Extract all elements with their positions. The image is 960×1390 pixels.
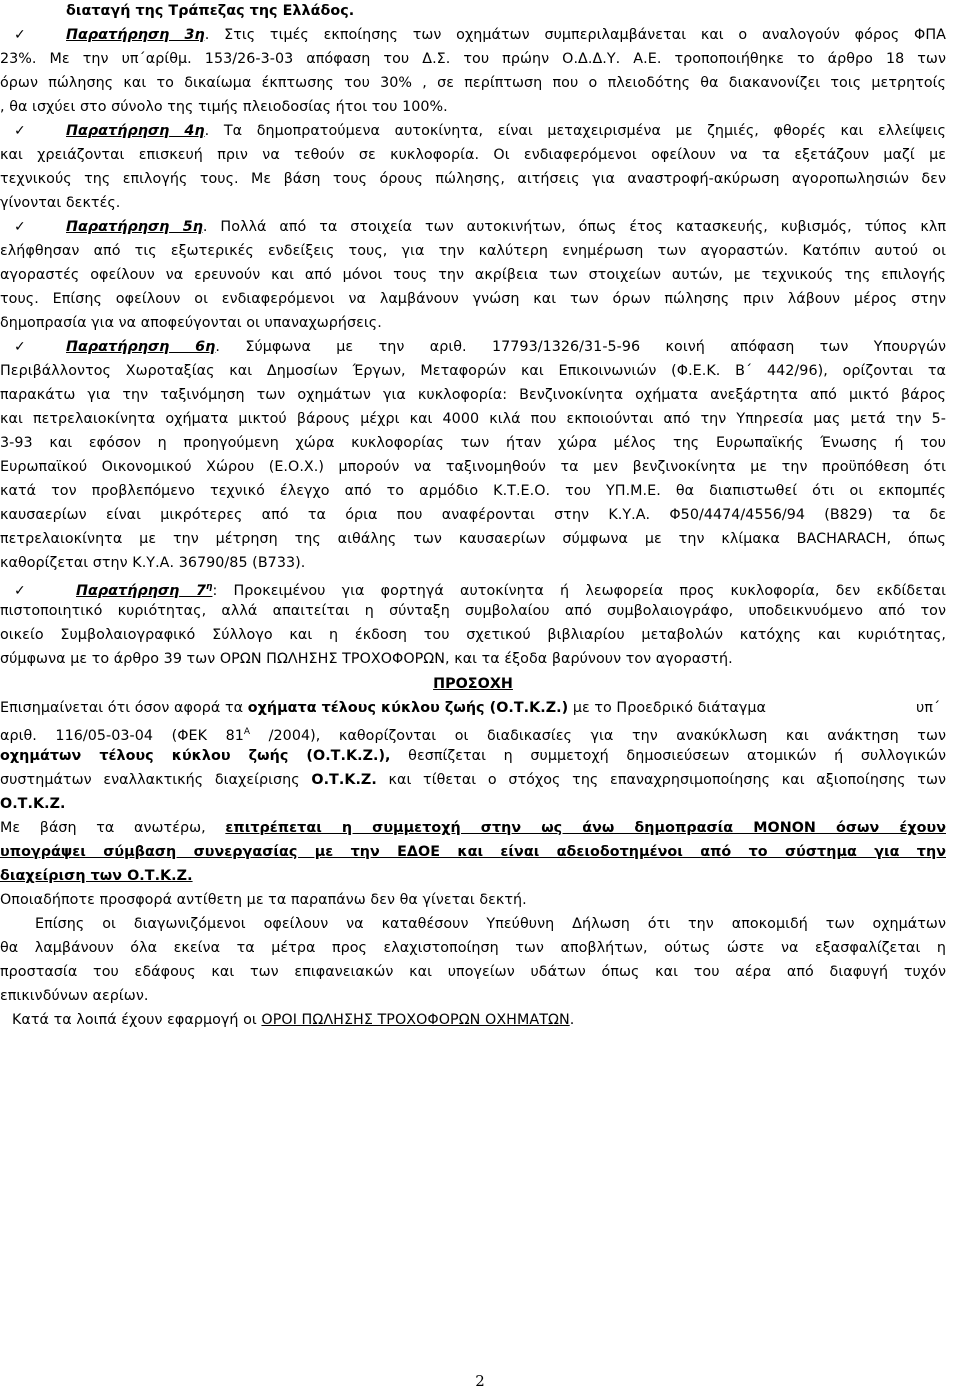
note-4-label: Παρατήρηση 4η: [66, 123, 205, 139]
note-3-label: Παρατήρηση 3η: [66, 27, 205, 43]
text-line: 23%. Με την υπ΄αρίθμ. 153/26-3-03 απόφαση του Δ.Σ. του πρώην Ο.Δ.Δ.Υ. Α.Ε. τροποποιήθηκε το άρθρο 18 των: [0, 51, 946, 67]
text-line: Οποιαδήποτε προσφορά αντίθετη με τα παραπάνω δεν θα γίνεται δεκτή.: [0, 892, 527, 908]
text-line: επικινδύνων αερίων.: [0, 988, 149, 1004]
text-segment: θεσπίζεται η συμμετοχή δημοσιεύσεων ατομικών ή συλλογικών: [390, 748, 947, 764]
bold-segment: οχημάτων τέλους κύκλου ζωής (Ο.Τ.Κ.Ζ.),: [0, 748, 391, 764]
text-line: Περιβάλλοντος Χωροταξίας και Δημοσίων Έργων, Μεταφορών και Επικοινωνιών (Φ.Ε.Κ. Β΄ 442/96), ορίζονται τα: [0, 363, 946, 379]
text-line: Ευρωπαϊκού Οικονομικού Χώρου (Ε.Ο.Χ.) μπορούν να ταξινομηθούν τα μεν βενζινοκίνητα με την προϋπόθεση ότι: [0, 459, 946, 475]
text-line: σύμφωνα με το άρθρο 39 των ΟΡΩΝ ΠΩΛΗΣΗΣ ΤΡΟΧΟΦΟΡΩΝ, και τα έξοδα βαρύνουν τον αγοραστή.: [0, 651, 733, 667]
note-5-text: . Πολλά από τα στοιχεία των αυτοκινήτων, όπως έτος κατασκευής, κυβισμός, τύπος κλπ: [202, 219, 946, 235]
text-line: [0, 721, 946, 747]
text-line: όρων πώλησης και το δικαίωμα έκπτωσης του 30% , σε περίπτωση που ο πλειοδότης θα διακανονίζει τοις μετρητοίς: [0, 75, 946, 91]
note-7-label-text: Παρατήρηση 7: [76, 582, 206, 599]
text-segment: συστημάτων εναλλακτικής διαχείρισης: [0, 772, 312, 788]
text-line: και χρειάζονται επισκευή πριν να τεθούν σε κυκλοφορία. Οι ενδιαφερόμενοι οφείλουν να τα εξετάζουν μαζί με: [0, 147, 946, 163]
note-6-line: [14, 336, 946, 358]
note-7-superscript: η: [205, 582, 213, 592]
text-line: Επίσης οι διαγωνιζόμενοι οφείλουν να καταθέσουν Υπεύθυνη Δήλωση ότι την αποκομιδή των οχημάτων: [35, 916, 946, 932]
text-line: , θα ισχύει στο σύνολο της τιμής πλειοδοσίας ήτοι του 100%.: [0, 99, 448, 115]
text-line: [0, 697, 960, 719]
note-7-line: [14, 576, 946, 602]
text-segment: αριθ. 116/05-03-04 (ΦΕΚ 81: [0, 727, 244, 744]
note-3-line: [14, 24, 946, 46]
text-line: [0, 769, 946, 791]
bold-segment: Ο.Τ.Κ.Ζ.: [311, 772, 377, 788]
text-line: παρακάτω για την ταξινόμηση των οχημάτων για κυκλοφορία: Βενζινοκίνητα οχήματα ανεξάρτητα από μικτό βάρος: [0, 387, 946, 403]
text-segment-right: υπ΄: [916, 700, 941, 716]
text-line: πετρελαιοκίνητα με την μέτρηση της αιθάλης των καυσαερίων σύμφωνα με την κλίμακα BACHARACH, όπως: [0, 531, 946, 547]
text-line: κατά τον προβλεπόμενο τεχνικό έλεγχο από το αρμόδιο Κ.Τ.Ε.Ο. του ΥΠ.Μ.Ε. θα διαπιστωθεί ότι οι εκπομπές: [0, 483, 946, 499]
text-line: καυσαερίων είναι μικρότερες από τα όρια που αναφέρονται στην Κ.Υ.Α. Φ50/4474/4556/94 (Β829) τα δε: [0, 507, 946, 523]
text-segment: και τίθεται ο στόχος της επαναχρησιμοποίησης και αξιοποίησης των: [376, 772, 946, 788]
text-segment: Επισημαίνεται ότι όσον αφορά τα: [0, 700, 248, 716]
checkmark-icon: ✓: [14, 27, 26, 43]
text-line: [12, 1009, 960, 1031]
text-line: υπογράψει σύμβαση συνεργασίας με την ΕΔΟΕ και είναι αδειοδοτημένοι από το σύστημα για την: [0, 844, 946, 860]
text-segment: .: [569, 1012, 575, 1028]
text-line: πιστοποιητικό κυριότητας, αλλά απαιτείται η σύνταξη συμβολαίου από συμβολαιογράφο, υποδεικνυόμενο από τον: [0, 603, 946, 619]
checkmark-icon: ✓: [14, 219, 26, 235]
note-3-text: . Στις τιμές εκποίησης των οχημάτων συμπεριλαμβάνεται και ο αναλογούν φόρος ΦΠΑ: [204, 27, 946, 43]
terms-link[interactable]: ΟΡΟΙ ΠΩΛΗΣΗΣ ΤΡΟΧΟΦΟΡΩΝ ΟΧΗΜΑΤΩΝ: [261, 1012, 570, 1028]
text-line: διαχείριση των Ο.Τ.Κ.Ζ.: [0, 868, 193, 884]
note-4-text: . Τα δημοπρατούμενα αυτοκίνητα, είναι μεταχειρισμένα με ζημιές, φθορές και ελλείψεις: [204, 123, 947, 139]
bold-segment: οχήματα τέλους κύκλου ζωής (Ο.Τ.Κ.Ζ.): [247, 700, 569, 716]
note-6-text: . Σύμφωνα με την αριθ. 17793/1326/31-5-96 κοινή απόφαση των Υπουργών: [215, 339, 947, 355]
text-line: τεχνικούς της επιλογής τους. Με βάση τους όρους πώλησης, αιτήσεις για αναστροφή-ακύρωση αγοροπωλησιών δεν: [0, 171, 946, 187]
text-segment: Κατά τα λοιπά έχουν εφαρμογή οι: [12, 1012, 262, 1028]
text-line: και πετρελαιοκίνητα οχήματα μικτού βάρους μέχρι και 4000 κιλά που εκποιούνται από την Υπηρεσία μας μετά την 5-: [0, 411, 946, 427]
text-line: διαταγή της Τράπεζας της Ελλάδος.: [66, 3, 355, 19]
text-line: 3-93 και εφόσον η προηγούμενη χώρα κυκλοφορίας των ήταν χώρα μέλος της Ευρωπαϊκής Ένωσης ή του: [0, 435, 946, 451]
text-line: [0, 745, 946, 767]
bold-underlined-segment: επιτρέπεται η συμμετοχή στην ως άνω δημοπρασία ΜΟΝΟΝ όσων έχουν: [225, 820, 946, 836]
page-number: 2: [475, 1372, 485, 1390]
warning-heading: ΠΡΟΣΟΧΗ: [433, 676, 513, 692]
text-line: γίνονται δεκτές.: [0, 195, 121, 211]
text-line: [0, 817, 946, 839]
checkmark-icon: ✓: [14, 582, 26, 599]
note-5-label: Παρατήρηση 5η: [66, 219, 203, 235]
text-segment: Με βάση τα ανωτέρω,: [0, 820, 226, 836]
text-line: δημοπρασία για να αποφεύγονται οι υπαναχωρήσεις.: [0, 315, 382, 331]
note-5-line: [14, 216, 946, 238]
note-7-text: : Προκειμένου για φορτηγά αυτοκίνητα ή λεωφορεία προς κυκλοφορία, δεν εκδίδεται: [212, 582, 946, 599]
text-line: Ο.Τ.Κ.Ζ.: [0, 796, 66, 812]
text-line: προστασία του εδάφους και των επιφανειακών και υπογείων υδάτων όπως και του αέρα από διαφυγή τυχόν: [0, 964, 946, 980]
text-line: καθορίζεται στην Κ.Υ.Α. 36790/85 (Β733).: [0, 555, 306, 571]
text-line: θα λαμβάνουν όλα εκείνα τα μέτρα προς ελαχιστοποίηση των αποβλήτων, ούτως ώστε να εξασφαλίζεται η: [0, 940, 946, 956]
checkmark-icon: ✓: [14, 123, 26, 139]
text-line: οικείο Συμβολαιογραφικό Σύλλογο και η έκδοση του σχετικού βιβλιαρίου μεταβολών κατόχης και κυριότητας,: [0, 627, 946, 643]
superscript: Α: [243, 727, 251, 737]
note-6-label: Παρατήρηση 6η: [66, 339, 216, 355]
text-line: ελήφθησαν από τις εξωτερικές ενδείξεις τους, για την καλύτερη ενημέρωση των αγοραστών. Κατόπιν αυτού οι: [0, 243, 946, 259]
checkmark-icon: ✓: [14, 339, 26, 355]
text-line: αγοραστές οφείλουν να ερευνούν και από μόνοι τους την ακρίβεια των στοιχείων αυτών, με τεχνικούς της επιλογής: [0, 267, 946, 283]
text-line: τους. Επίσης οφείλουν οι ενδιαφερόμενοι να λαμβάνουν γνώση και των όρων πώλησης πριν λάβουν μέρος στην: [0, 291, 946, 307]
note-7-label: [76, 583, 212, 599]
note-4-line: [14, 120, 946, 142]
text-segment: με το Προεδρικό διάταγμα: [568, 700, 767, 716]
text-segment: /2004), καθορίζονται οι διαδικασίες για την ανακύκλωση και ανάκτηση των: [250, 727, 946, 744]
